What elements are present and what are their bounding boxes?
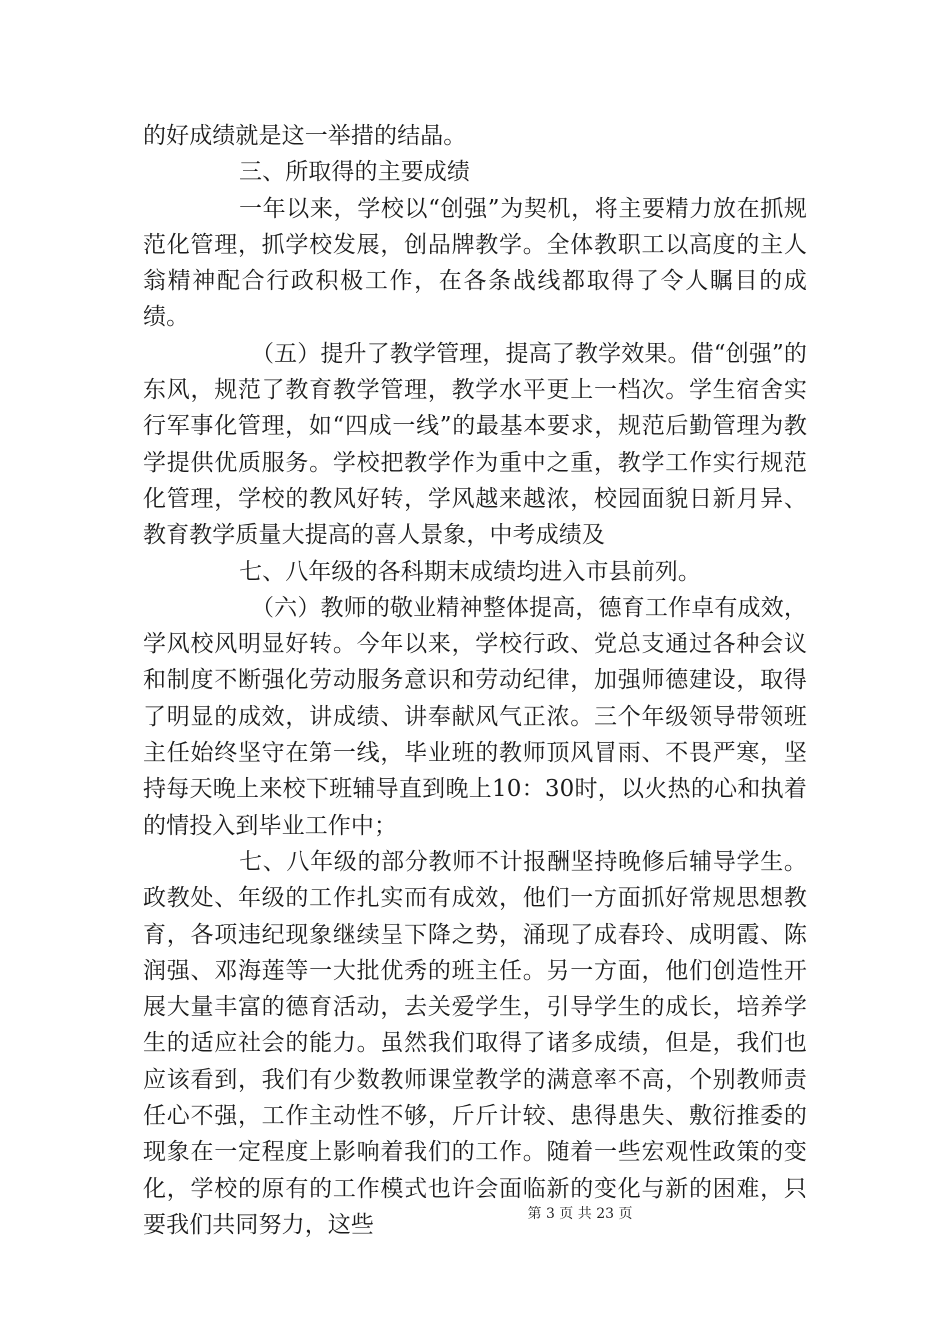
section-heading: 三、所取得的主要成绩 bbox=[239, 159, 470, 186]
paragraph-item-6: （六）教师的敬业精神整体提高，德育工作卓有成效，学风校风明显好转。今年以来，学校行政、党总支通过各种会议和制度不断强化劳动服务意识和劳动纪律，加强师德建设，取得了明显的成效，讲成绩、讲奉献风气正浓。三个年级领导带领班主任始终坚守在第一线，毕业班的教师顶风冒雨、不畏严寒，坚持每天晚上来校下班辅导直到晚上10：30时，以火热的心和执着的情投入到毕业工作中； bbox=[143, 594, 807, 839]
paragraph-intro: 一年以来，学校以“创强”为契机，将主要精力放在抓规范化管理，抓学校发展，创品牌教学。全体教职工以高度的主人翁精神配合行政积极工作，在各条战线都取得了令人瞩目的成绩。 bbox=[143, 195, 807, 331]
page-footer: 第 3 页 共 23 页 bbox=[527, 1206, 633, 1222]
body-text bbox=[143, 118, 807, 1243]
paragraph-item-5: （五）提升了教学管理，提高了教学效果。借“创强”的东风，规范了教育教学管理，教学水平更上一档次。学生宿舍实行军事化管理，如“四成一线”的最基本要求，规范后勤管理为教学提供优质服务。学校把教学作为重中之重，教学工作实行规范化管理，学校的教风好转，学风越来越浓，校园面貌日新月异、教育教学质量大提高的喜人景象，中考成绩及 bbox=[143, 340, 807, 549]
paragraph-grade-results: 七、八年级的各科期末成绩均进入市县前列。 bbox=[239, 558, 701, 585]
paragraph-teachers: 七、八年级的部分教师不计报酬坚持晚修后辅导学生。政教处、年级的工作扎实而有成效，他们一方面抓好常规思想教育，各项违纪现象继续呈下降之势，涌现了成春玲、成明霞、陈润强、邓海莲等一大批优秀的班主任。另一方面，他们创造性开展大量丰富的德育活动，去关爱学生，引导学生的成长，培养学生的适应社会的能力。虽然我们取得了诸多成绩，但是，我们也应该看到，我们有少数教师课堂教学的满意率不高，个别教师责任心不强，工作主动性不够，斤斤计较、患得患失、敷衍推委的现象在一定程度上影响着我们的工作。随着一些宏观性政策的变化，学校的原有的工作模式也许会面临新的变化与新的困难，只要我们共同努力，这些 bbox=[143, 848, 807, 1238]
paragraph-continuation: 的好成绩就是这一举措的结晶。 bbox=[143, 123, 467, 149]
